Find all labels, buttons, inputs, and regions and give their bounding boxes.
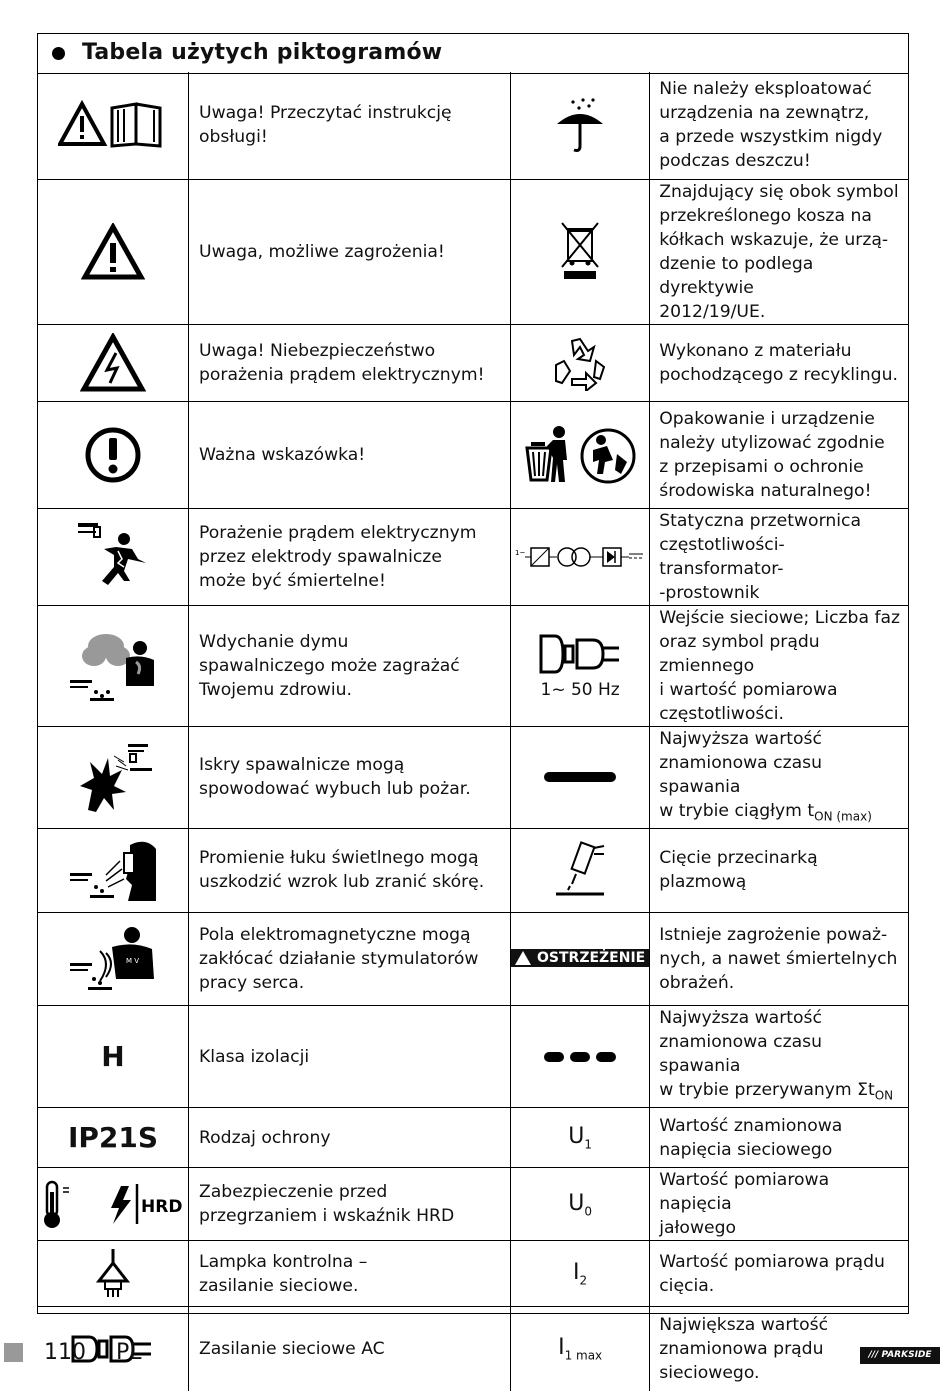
right-icon-cell <box>511 72 650 179</box>
right-icon-cell <box>511 1005 650 1107</box>
right-description <box>650 508 908 605</box>
left-icon-cell <box>38 912 189 1005</box>
table-row <box>38 912 908 1005</box>
left-icon-cell <box>38 72 189 179</box>
left-description: Uwaga! Niebezpieczeństwo porażenia prądem elektrycznym! <box>189 324 511 401</box>
right-description <box>650 1168 908 1241</box>
table-row <box>38 1005 908 1107</box>
left-icon-cell <box>38 1005 189 1107</box>
left-description: Promienie łuku świetlnego mogą uszkodzić wzrok lub zranić skórę. <box>189 828 511 912</box>
right-icon-cell <box>511 726 650 828</box>
right-icon-cell <box>511 1307 650 1391</box>
symbol-subscript: 2 <box>579 1273 588 1288</box>
right-description <box>650 1241 908 1307</box>
continuous-line-icon <box>511 770 649 784</box>
right-description-text: Wykonano z materiału pochodzącego z recyklingu. <box>659 340 898 385</box>
right-icon-cell <box>511 324 650 401</box>
left-icon-cell <box>38 1241 189 1307</box>
overheat-hrd-icon <box>38 1178 188 1230</box>
right-description-text: Największa wartość znamionowa prądu sieciowego. <box>659 1315 829 1384</box>
symbol-letter: I <box>573 1260 580 1286</box>
voltage-symbol <box>511 1191 649 1218</box>
left-description: Ważna wskazówka! <box>189 401 511 508</box>
table-row <box>38 1108 908 1168</box>
right-icon-cell <box>511 508 650 605</box>
brand-logo: /// PARKSIDE <box>860 1347 940 1364</box>
table-row <box>38 1168 908 1241</box>
right-description <box>650 605 908 726</box>
footer-marker <box>4 1343 23 1362</box>
left-icon-cell <box>38 1168 189 1241</box>
right-description <box>650 401 908 508</box>
protection-rating-icon: IP21S <box>67 1121 159 1155</box>
right-description-text: Najwyższa wartość znamionowa czasu spawania w trybie ciągłym t <box>659 728 823 821</box>
svg-text:M V: M V <box>125 956 139 965</box>
right-description-subscript: ON <box>874 1088 894 1103</box>
right-description-text: Wartość pomiarowa prądu cięcia. <box>659 1251 885 1296</box>
right-description-text: Wartość pomiarowa napięcia jałowego <box>659 1170 830 1239</box>
table-row <box>38 72 908 179</box>
left-description: Pola elektromagnetyczne mogą zakłócać działanie stymulatorów pracy serca. <box>189 912 511 1005</box>
right-description-subscript: ON (max) <box>814 808 872 823</box>
left-icon-cell <box>38 324 189 401</box>
left-icon-cell <box>38 726 189 828</box>
table-row <box>38 179 908 324</box>
current-symbol <box>511 1335 649 1362</box>
left-description: Klasa izolacji <box>189 1005 511 1107</box>
symbol-letter: U <box>568 1190 585 1216</box>
warning-badge-label: OSTRZEŻENIE <box>537 949 646 966</box>
right-description-text: Nie należy eksploatować urządzenia na zewnątrz, a przede wszystkim nigdy podczas deszczu! <box>659 79 883 172</box>
left-description: Zabezpieczenie przed przegrzaniem i wskaźnik HRD <box>189 1168 511 1241</box>
welding-fumes-icon <box>38 626 188 706</box>
right-description <box>650 828 908 912</box>
recycle-icon <box>511 335 649 391</box>
left-icon-cell <box>38 401 189 508</box>
umbrella-rain-icon <box>511 96 649 154</box>
right-description <box>650 912 908 1005</box>
right-description-text: Cięcie przecinarką plazmową <box>659 848 818 893</box>
page-title: Tabela użytych piktogramów <box>82 40 443 65</box>
left-description: Rodzaj ochrony <box>189 1108 511 1168</box>
left-icon-cell <box>38 508 189 605</box>
table-row <box>38 726 908 828</box>
bullet-icon <box>52 47 65 60</box>
language-code: PL <box>116 1340 142 1365</box>
right-icon-cell <box>511 179 650 324</box>
left-icon-cell <box>38 605 189 726</box>
table-row <box>38 1307 908 1391</box>
page-number: 110 <box>44 1340 86 1365</box>
symbol-letter: U <box>568 1124 585 1150</box>
table-row <box>38 508 908 605</box>
warning-triangle-icon <box>38 223 188 281</box>
sparks-explosion-icon <box>38 740 188 815</box>
right-icon-cell <box>511 912 650 1005</box>
right-description <box>650 324 908 401</box>
arc-rays-icon <box>38 835 188 905</box>
right-description-text: Wartość znamionowa napięcia sieciowego <box>659 1115 843 1160</box>
disposal-icon <box>511 424 649 486</box>
warning-badge-icon <box>511 949 649 969</box>
pictogram-table <box>38 72 908 1391</box>
table-row <box>38 324 908 401</box>
right-description-text: Opakowanie i urządzenie należy utylizować zgodnie z przepisami o ochronie środowiska naturalnego! <box>659 408 885 501</box>
left-description: Wdychanie dymu spawalniczego może zagrażać Twojemu zdrowiu. <box>189 605 511 726</box>
left-description: Uwaga, możliwe zagrożenia! <box>189 179 511 324</box>
voltage-symbol <box>511 1124 649 1151</box>
table-row <box>38 401 908 508</box>
right-icon-cell <box>511 605 650 726</box>
insulation-class-icon: H <box>101 1040 125 1074</box>
important-note-icon <box>38 426 188 484</box>
right-description <box>650 1108 908 1168</box>
right-description <box>650 726 908 828</box>
right-description <box>650 179 908 324</box>
frequency-label: 1~ 50 Hz <box>540 679 620 700</box>
left-description: Lampka kontrolna – zasilanie sieciowe. <box>189 1241 511 1307</box>
left-description: Iskry spawalnicze mogą spowodować wybuch lub pożar. <box>189 726 511 828</box>
inverter-icon <box>511 542 649 572</box>
left-icon-cell <box>38 1108 189 1168</box>
electric-hazard-icon <box>38 333 188 393</box>
left-description: Porażenie prądem elektrycznym przez elektrody spawalnicze może być śmiertelne! <box>189 508 511 605</box>
svg-text:HRD: HRD <box>141 1197 183 1218</box>
warning-manual-icon <box>38 100 188 150</box>
right-description <box>650 1005 908 1107</box>
left-icon-cell <box>38 828 189 912</box>
right-icon-cell <box>511 1168 650 1241</box>
right-icon-cell <box>511 1241 650 1307</box>
current-symbol <box>511 1260 649 1287</box>
symbol-subscript: 0 <box>584 1204 592 1219</box>
electrode-shock-icon <box>38 519 188 594</box>
table-row <box>38 605 908 726</box>
crossed-bin-icon <box>511 221 649 283</box>
dashed-line-icon <box>511 1050 649 1064</box>
symbol-subscript: 1 <box>584 1137 592 1152</box>
left-description: Zasilanie sieciowe AC <box>189 1307 511 1391</box>
left-icon-cell <box>38 179 189 324</box>
emf-pacemaker-icon <box>38 923 188 995</box>
left-description: Uwaga! Przeczytać instrukcję obsługi! <box>189 72 511 179</box>
table-row <box>38 1241 908 1307</box>
symbol-letter: I <box>558 1335 565 1361</box>
plasma-cutter-icon <box>511 840 649 900</box>
right-description-text: Statyczna przetwornica częstotliwości-transformator- -prostownik <box>659 510 861 603</box>
right-description-text: Wejście sieciowe; Liczba faz oraz symbol prądu zmiennego i wartość pomiarowa częstotliwości. <box>659 607 901 724</box>
mains-plug-icon <box>511 632 649 700</box>
svg-text:1~: 1~ <box>515 548 526 557</box>
right-description-text: Znajdujący się obok symbol przekreślonego kosza na kółkach wskazuje, że urzą- dzenie to podlega dyrektywie 2012/19/UE. <box>659 181 899 322</box>
right-description <box>650 72 908 179</box>
pilot-lamp-icon <box>38 1247 188 1301</box>
symbol-subscript: 1 max <box>564 1348 603 1363</box>
right-icon-cell <box>511 401 650 508</box>
right-description-text: Istnieje zagrożenie poważ- nych, a nawet śmiertelnych obrażeń. <box>659 924 898 993</box>
right-icon-cell <box>511 1108 650 1168</box>
title-bar <box>38 34 908 74</box>
right-description-text: Najwyższa wartość znamionowa czasu spawania w trybie przerywanym Σt <box>659 1007 875 1100</box>
table-row <box>38 828 908 912</box>
right-icon-cell <box>511 828 650 912</box>
